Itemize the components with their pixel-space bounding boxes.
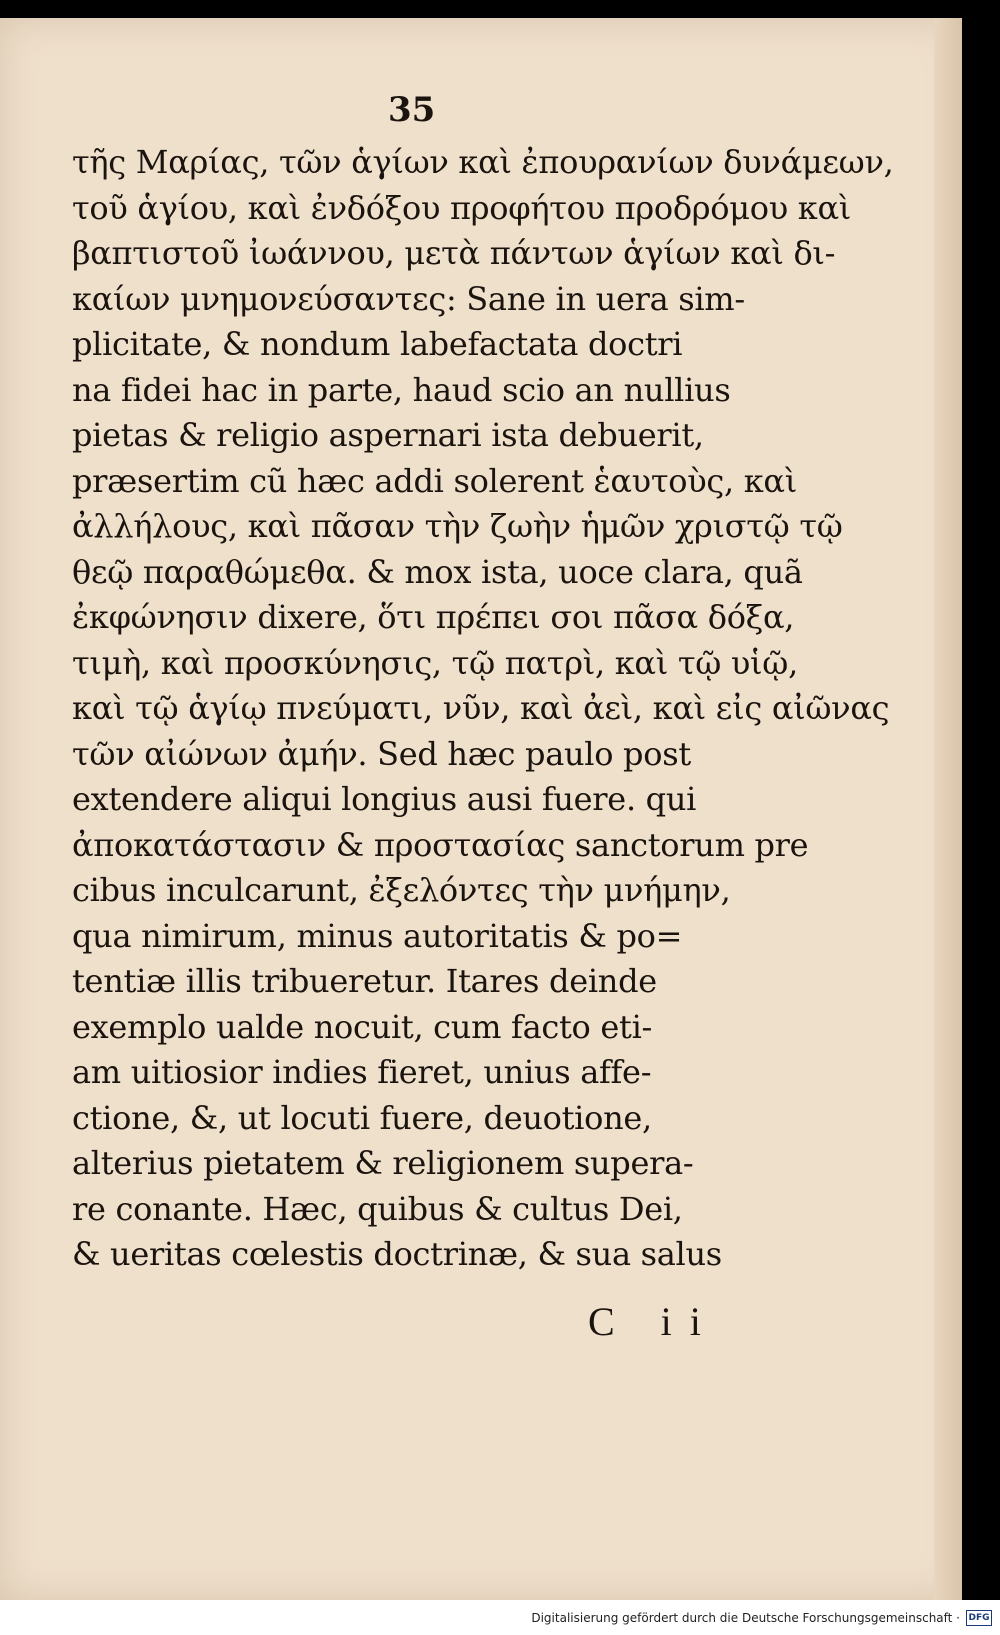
text-line: exemplo ualde nocuit, cum facto eti- <box>72 1007 653 1046</box>
text-line: cibus inculcarunt, ἐξελόντες τὴν μνήμην, <box>72 871 731 909</box>
text-line: plicitate, & nondum labefactata doctri <box>72 325 683 363</box>
text-line: ἀποκατάστασιν & προστασίας sanctorum pre <box>72 825 809 864</box>
signature-mark: C ii <box>588 1299 719 1344</box>
footer-credit: Digitalisierung gefördert durch die Deutsche Forschungsgemeinschaft · <box>531 1610 960 1625</box>
text-line: re conante. Hæc, quibus & cultus Dei, <box>72 1189 683 1228</box>
text-line: alterius pietatem & religionem supera- <box>72 1144 694 1182</box>
text-line: ἐκφώνησιν dixere, ὅτι πρέπει σοι πᾶσα δόξα, <box>72 598 795 636</box>
book-page <box>0 18 962 1600</box>
text-line: qua nimirum, minus autoritatis & po= <box>72 916 683 955</box>
text-line: τῆς Μαρίας, τῶν ἁγίων καὶ ἐπουρανίων δυνάμεων, <box>72 143 894 181</box>
text-line: τιμὴ, καὶ προσκύνησις, τῷ πατρὶ, καὶ τῷ υἱῷ, <box>72 643 798 682</box>
dfg-logo-icon: DFG <box>966 1610 992 1626</box>
page-number: 35 <box>388 90 436 130</box>
text-block <box>72 140 894 1278</box>
text-line: καὶ τῷ ἁγίῳ πνεύματι, νῦν, καὶ ἀεὶ, καὶ εἰς αἰῶνας <box>72 689 890 727</box>
text-line: præsertim cũ hæc addi solerent ἑαυτοὺς, καὶ <box>72 461 797 500</box>
text-line: ἀλλήλους, καὶ πᾶσαν τὴν ζωὴν ἡμῶν χριστῷ τῷ <box>72 507 843 545</box>
footer-bar <box>0 1600 1000 1635</box>
text-line: βαπτιστοῦ ἰωάννου, μετὰ πάντων ἁγίων καὶ δι- <box>72 234 836 272</box>
text-line: θεῷ παραθώμεθα. & mox ista, uoce clara, quã <box>72 552 803 591</box>
text-line: & ueritas cœlestis doctrinæ, & sua salus <box>72 1235 722 1273</box>
text-line: pietas & religio aspernari ista debuerit, <box>72 416 704 454</box>
text-line: τοῦ ἁγίου, καὶ ἐνδόξου προφήτου προδρόμου καὶ <box>72 188 852 227</box>
text-line: na fidei hac in parte, haud scio an nullius <box>72 370 731 409</box>
page-edge <box>934 18 962 1600</box>
text-line: extendere aliqui longius ausi fuere. qui <box>72 780 697 818</box>
text-line: καίων μνημονεύσαντες: Sane in uera sim- <box>72 279 745 318</box>
text-line: ctione, &, ut locuti fuere, deuotione, <box>72 1098 652 1137</box>
text-line: tentiæ illis tribueretur. Itares deinde <box>72 962 657 1000</box>
text-line: τῶν αἰώνων ἀμήν. Sed hæc paulo post <box>72 734 691 773</box>
text-line: am uitiosior indies fieret, unius affe- <box>72 1053 652 1091</box>
